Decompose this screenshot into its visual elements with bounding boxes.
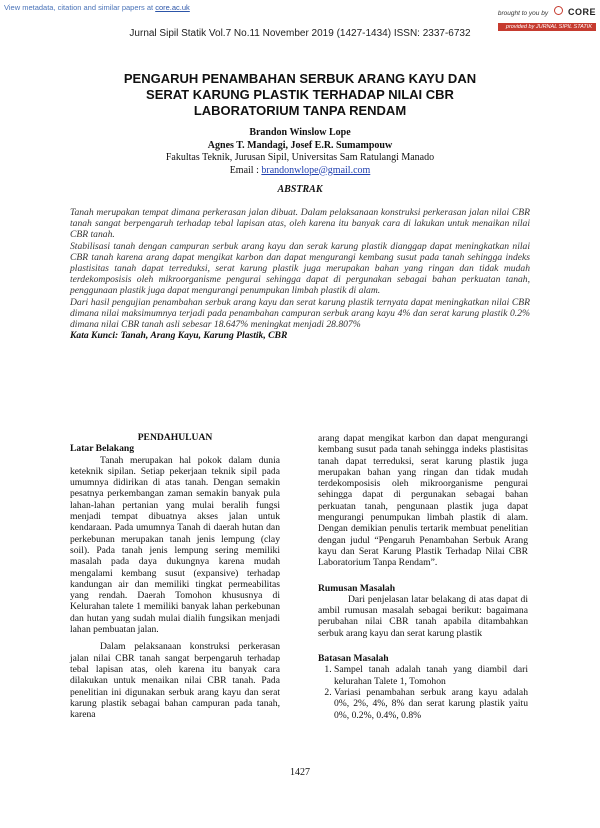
title-line: PENGARUH PENAMBAHAN SERBUK ARANG KAYU DAN — [123, 71, 477, 86]
core-metadata-link[interactable] — [4, 3, 190, 12]
core-link-prefix: View metadata, citation and similar papers at — [4, 3, 156, 12]
body-paragraph: Dari penjelasan latar belakang di atas dapat di ambil rumusan masalah sebagai berikut: bagaimana perubahan nilai CBR tanah apabila ditambahkan serbuk arang kayu dan serat karung plastik — [318, 593, 528, 639]
abstract-body — [70, 207, 530, 341]
core-badge[interactable] — [498, 2, 596, 31]
abstract-paragraph: Dari hasil pengujian penambahan serbuk arang kayu dan serat karung plastik ternyata dapat meningkatkan nilai CBR dimana nilai maksimumnya terjadi pada penambahan campuran serbuk arang kayu 4% dan serat karung plastik 0.2% dimana nilai CBR tanah asli sebesar 18.647% meningkat menjadi 28.807% — [70, 296, 530, 331]
brought-to-you-text: brought to you by — [497, 10, 549, 17]
core-wordmark: CORE — [567, 7, 596, 17]
title-line: SERAT KARUNG PLASTIK TERHADAP NILAI CBR — [146, 87, 454, 102]
affiliation: Fakultas Teknik, Jurusan Sipil, Universitas Sam Ratulangi Manado — [165, 152, 435, 163]
email-label: Email : — [229, 164, 262, 176]
abstract-paragraph: Stabilisasi tanah dengan campuran serbuk arang kayu dan serak karung plastik dianggap dapat meningkatkan nilai CBR tanah karena arang dapat mengikat karbon dan dapat mengurangi kembang susut pada tanah sehingga indeks plastisitas tanah dapat terreduksi, serat karung plastik juga merupakan bahan yang ringan dan tidak mudah terdekomposisis oleh mikroorganisme pengurai sehingga dapat di pergunakan sebagai bahan perkuatan tanah, penggunaan plastik juga dapat mengurangi penumpukan limbah plastik di alam. — [70, 240, 530, 297]
page-number: 1427 — [290, 767, 310, 778]
subsection-latar-belakang: Latar Belakang — [70, 443, 135, 455]
list-item: 1. Sampel tanah adalah tanah yang diambil dari kelurahan Talete 1, Tomohon — [334, 664, 528, 687]
abstract-heading: ABSTRAK — [277, 184, 323, 195]
title-line: LABORATORIUM TANPA RENDAM — [193, 103, 407, 118]
core-link-site[interactable]: core.ac.uk — [155, 3, 190, 12]
author-primary: Brandon Winslow Lope — [249, 127, 351, 138]
provided-by-badge: provided by JURNAL SIPIL STATIK — [498, 23, 596, 31]
body-paragraph: arang dapat mengikat karbon dan dapat mengurangi kembang susut pada tanah sehingga indeks plastisitas tanah dapat terreduksi, serat karung plastik juga merupakan bahan yang ringan dan tidak mudah terdekomposisis oleh mikroorganisme pengurai sehingga dapat di pergunakan sebagai bahan perkuatan tanah, pengunaan plastik juga dapat mengurangi penumpukan limbah plastik di alam. Dengan demikian penulis tertarik membuat penelitian dengan judul “Pengaruh Penambahan Serbuk Arang kayu dan Serat Karung Plastik Terhadap Nilai CBR Laboratorium Tanpa Rendam”. — [318, 433, 528, 569]
left-column — [70, 432, 280, 720]
email-link[interactable]: brandonwlope@gmail.com — [261, 164, 371, 176]
core-logo-icon — [554, 6, 563, 15]
paper-title — [40, 71, 560, 119]
keywords: Kata Kunci: Tanah, Arang Kayu, Karung Plastik, CBR — [70, 330, 288, 342]
subsection-batasan-masalah: Batasan Masalah — [318, 653, 389, 665]
body-paragraph: Dalam pelaksanaan konstruksi perkerasan jalan nilai CBR tanah sangat berpengaruh terhadap tebal lapisan atas, oleh karena itu banyak cara dilakukan untuk menaikan nilai CBR tanah. Pada penelitian ini digunakan serbuk arang kayu dan serat karung plastik sebagai bahan campuran pada tanah, karena — [70, 641, 280, 721]
email-line — [0, 165, 600, 178]
author-block — [0, 127, 600, 177]
body-paragraph: Tanah merupakan hal pokok dalam dunia keteknik sipilan. Setiap pekerjaan teknik sipil pada umumnya didirikan di atas tanah. Dengan semakin pesatnya perkembangan zaman semakin banyak pula lahan-lahan pertanian yang mulai beralih fungsi menjadi tempat dibuatnya akses jalan untuk kendaraan. Pada umumnya Tanah di daerah hutan dan perkebunan merupakan tanah jenis lempung (clay soil). Pada tanah jenis lempung sering memiliki masalah pada daya dukungnya karena mudah mengalami kembang susut (expansive) terhadap kandungan air dan memiliki tingkat permeabilitas yang rendah. Daerah Tomohon khususnya di Kelurahan talete 1 memiliki banyak lahan perkebunan dan hutan yang sudah mulai dialih fungsikan menjadi lahan pembuatan jalan. — [70, 454, 280, 636]
author-coauthors: Agnes T. Mandagi, Josef E.R. Sumampouw — [207, 139, 393, 151]
section-heading-pendahuluan: PENDAHULUAN — [137, 432, 213, 443]
list-item: 2. Variasi penambahan serbuk arang kayu adalah 0%, 2%, 4%, 8% dan serat karung plastik yaitu 0%, 0.2%, 0.4%, 0.8% — [334, 687, 528, 721]
core-banner — [0, 0, 600, 30]
batasan-list — [318, 664, 528, 720]
abstract-paragraph: Tanah merupakan tempat dimana perkerasan jalan dibuat. Dalam pelaksanaan konstruksi perkerasan jalan nilai CBR tanah sangat berpengaruh terhadap tebal lapisan atas, oleh karena itu banyak cara di lakukan untuk menaikan nilai CBR tanah. — [70, 207, 530, 241]
subsection-rumusan-masalah: Rumusan Masalah — [318, 582, 396, 594]
journal-header: Jurnal Sipil Statik Vol.7 No.11 November 2019 (1427-1434) ISSN: 2337-6732 — [129, 28, 471, 39]
right-column — [318, 433, 528, 721]
